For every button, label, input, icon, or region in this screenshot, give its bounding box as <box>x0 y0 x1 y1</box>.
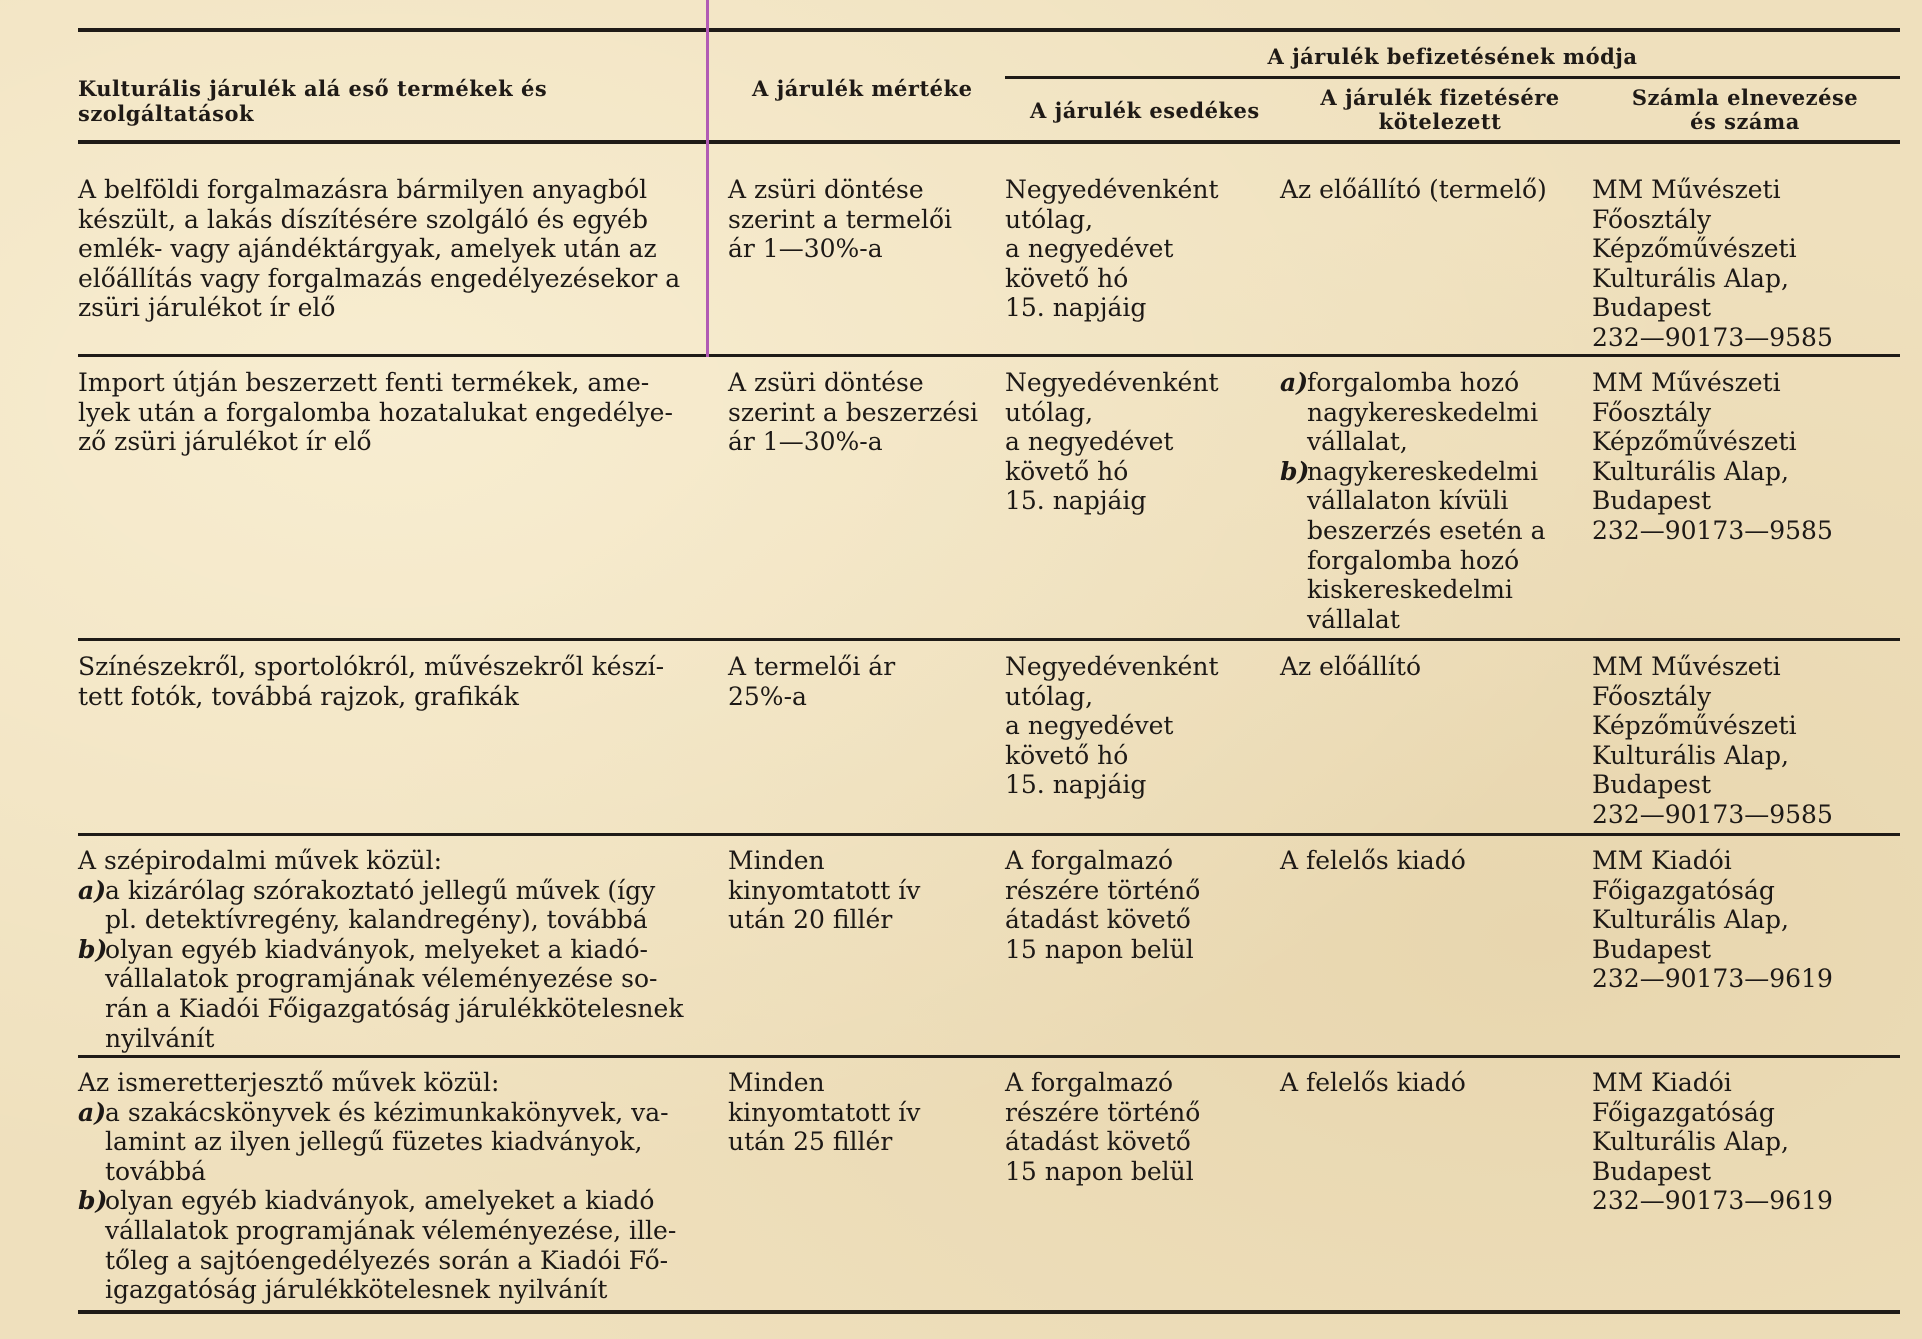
row5-due-line: 15 napon belül <box>1005 1156 1194 1186</box>
row1-product <box>78 175 695 323</box>
row2-due-line: követő hó <box>1005 456 1129 486</box>
row2-due-line: a negyedévet <box>1005 427 1174 457</box>
row5-due <box>1005 1068 1275 1186</box>
row-divider-3 <box>78 833 1900 836</box>
row3-due-line: Negyedévenként <box>1005 652 1219 681</box>
row5-rate-line: Minden <box>728 1068 825 1097</box>
row3-account-line: MM Művészeti <box>1592 652 1781 681</box>
row5-product-a-line: lamint az ilyen jellegű füzetes kiadványok, <box>105 1127 643 1157</box>
row5-product-b-line: olyan egyéb kiadványok, amelyeket a kiadó <box>105 1186 655 1216</box>
row1-account <box>1592 175 1892 353</box>
row1-rate-line: szerint a termelői <box>728 204 953 234</box>
row5-rate-line: kinyomtatott ív <box>728 1097 921 1127</box>
row2-product-line: ző zsüri járulékot ír elő <box>78 427 372 457</box>
row5-due-line: A forgalmazó <box>1005 1068 1173 1097</box>
row4-due-line: 15 napon belül <box>1005 934 1194 964</box>
row5-product-b-line: tőleg a sajtóengedélyezés során a Kiadói Fő- <box>105 1245 669 1275</box>
row4-due <box>1005 846 1275 964</box>
row1-payer <box>1280 175 1580 205</box>
row2-rate-line: ár 1—30%-a <box>728 427 883 457</box>
row2-due-line: 15. napjáig <box>1005 486 1147 516</box>
row3-account-line: Kulturális Alap, <box>1592 740 1789 770</box>
row2-payer <box>1280 368 1585 634</box>
group-header-rule <box>1005 76 1900 79</box>
row5-product-a-line: a szakácskönyvek és kézimunkakönyvek, va- <box>105 1097 669 1127</box>
row4-account-line: Kulturális Alap, <box>1592 905 1789 935</box>
row5-account-line: 232—90173—9619 <box>1592 1186 1833 1216</box>
row5-product <box>78 1068 695 1305</box>
header-due: A járulék esedékes <box>1030 98 1260 123</box>
row3-due-line: 15. napjáig <box>1005 770 1147 800</box>
top-rule <box>78 28 1900 32</box>
row4-product <box>78 846 695 1053</box>
header-bottom-rule <box>78 140 1900 144</box>
row3-account-line: Főosztály <box>1592 681 1712 711</box>
row1-account-line: MM Művészeti <box>1592 175 1781 204</box>
row5-product-item-b <box>78 1186 695 1304</box>
row2-account-line: Budapest <box>1592 486 1712 516</box>
row3-due-line: a negyedévet <box>1005 711 1174 741</box>
item-label-a: a) <box>78 875 107 905</box>
row2-payer-item-b <box>1280 457 1585 635</box>
margin-line <box>706 0 709 357</box>
row4-product-b-line: olyan egyéb kiadványok, melyeket a kiadó- <box>105 934 648 964</box>
row4-product-b-line: rán a Kiadói Főigazgatóság járulékkötelesnek <box>105 993 684 1023</box>
header-rate: A járulék mértéke <box>752 76 973 101</box>
row1-due-line: a negyedévet <box>1005 234 1174 264</box>
row4-account <box>1592 846 1892 994</box>
row4-account-line: Budapest <box>1592 934 1712 964</box>
row1-product-line: zsüri járulékot ír elő <box>78 293 336 323</box>
row5-due-line: átadást követő <box>1005 1127 1191 1157</box>
header-account <box>1595 86 1895 134</box>
row3-product-line: tett fotók, továbbá rajzok, grafikák <box>78 681 519 711</box>
row2-due <box>1005 368 1275 516</box>
row4-product-item-a <box>78 876 695 935</box>
row1-account-line: Kulturális Alap, <box>1592 263 1789 293</box>
row2-account-line: MM Művészeti <box>1592 368 1781 397</box>
item-label-b: b) <box>1280 456 1310 486</box>
row-divider-4 <box>78 1055 1900 1058</box>
header-payer <box>1290 86 1590 134</box>
item-label-b: b) <box>78 1186 108 1216</box>
row2-product-line: lyek után a forgalomba hozatalukat engedélye- <box>78 397 673 427</box>
row5-payer <box>1280 1068 1580 1098</box>
row2-payer-b-line: forgalomba hozó <box>1307 545 1520 575</box>
row2-payer-b-line: vállalat <box>1307 604 1400 634</box>
header-payer-line1: A járulék fizetésére <box>1320 85 1560 110</box>
row2-payer-b-line: kiskereskedelmi <box>1307 575 1513 605</box>
row2-rate-line: szerint a beszerzési <box>728 397 979 427</box>
row3-payer <box>1280 652 1580 682</box>
row5-product-intro: Az ismeretterjesztő művek közül: <box>78 1068 500 1097</box>
row1-payer-line: Az előállító (termelő) <box>1280 175 1547 204</box>
row1-account-line: 232—90173—9585 <box>1592 322 1833 352</box>
row4-account-line: 232—90173—9619 <box>1592 964 1833 994</box>
row2-account-line: 232—90173—9585 <box>1592 515 1833 545</box>
row5-due-line: részére történő <box>1005 1097 1201 1127</box>
item-label-a: a) <box>78 1097 107 1127</box>
row2-due-line: utólag, <box>1005 397 1094 427</box>
row3-rate-line: A termelői ár <box>728 652 896 681</box>
row4-product-a-line: a kizárólag szórakoztató jellegű művek (így <box>105 875 656 905</box>
header-payment-method: A járulék befizetésének módja <box>1267 44 1638 69</box>
row4-account-line: MM Kiadói <box>1592 846 1732 875</box>
row3-account <box>1592 652 1892 830</box>
row2-payer-a-line: nagykereskedelmi <box>1307 397 1539 427</box>
row3-due-line: utólag, <box>1005 681 1094 711</box>
row4-rate-line: után 20 fillér <box>728 905 893 935</box>
row2-account-line: Kulturális Alap, <box>1592 456 1789 486</box>
row1-rate-line: A zsüri döntése <box>728 175 924 204</box>
row4-product-a-line: pl. detektívregény, kalandregény), továbbá <box>105 905 648 935</box>
row3-rate-line: 25%-a <box>728 681 807 711</box>
row3-account-line: Budapest <box>1592 770 1712 800</box>
row4-rate <box>728 846 998 935</box>
row1-product-line: készült, a lakás díszítésére szolgáló és egyéb <box>78 204 648 234</box>
row3-product-line: Színészekről, sportolókról, művészekről készí- <box>78 652 665 681</box>
row1-account-line: Képzőművészeti <box>1592 234 1797 264</box>
row4-product-item-b <box>78 935 695 1053</box>
row3-account-line: Képzőművészeti <box>1592 711 1797 741</box>
row3-due-line: követő hó <box>1005 740 1129 770</box>
header-account-line1: Számla elnevezése <box>1631 85 1859 110</box>
row2-payer-item-a <box>1280 368 1585 457</box>
table-bottom-rule <box>78 1310 1900 1314</box>
row4-product-b-line: vállalatok programjának véleményezése so- <box>105 964 658 994</box>
row2-account-line: Főosztály <box>1592 397 1712 427</box>
row2-payer-b-line: vállalaton kívüli <box>1307 486 1509 516</box>
row4-product-intro: A szépirodalmi művek közül: <box>78 846 443 875</box>
row2-product-line: Import útján beszerzett fenti termékek, ame- <box>78 368 650 397</box>
header-products: Kulturális járulék alá eső termékek és szolgáltatások <box>78 76 548 126</box>
row5-payer-line: A felelős kiadó <box>1280 1068 1466 1097</box>
row2-product <box>78 368 695 457</box>
row4-product-b-line: nyilvánít <box>105 1023 215 1053</box>
row1-due <box>1005 175 1275 323</box>
row2-account <box>1592 368 1892 546</box>
row4-due-line: részére történő <box>1005 875 1201 905</box>
row5-account-line: MM Kiadói <box>1592 1068 1732 1097</box>
row5-account-line: Kulturális Alap, <box>1592 1127 1789 1157</box>
row4-rate-line: Minden <box>728 846 825 875</box>
row5-rate-line: után 25 fillér <box>728 1127 893 1157</box>
row4-payer-line: A felelős kiadó <box>1280 846 1466 875</box>
row1-product-line: A belföldi forgalmazásra bármilyen anyagból <box>78 175 648 204</box>
row3-product <box>78 652 695 711</box>
row4-account-line: Főigazgatóság <box>1592 875 1775 905</box>
row3-payer-line: Az előállító <box>1280 652 1422 681</box>
row4-rate-line: kinyomtatott ív <box>728 875 921 905</box>
row2-rate-line: A zsüri döntése <box>728 368 924 397</box>
row1-due-line: 15. napjáig <box>1005 293 1147 323</box>
row3-account-line: 232—90173—9585 <box>1592 799 1833 829</box>
row5-rate <box>728 1068 998 1157</box>
row-divider-2 <box>78 638 1900 641</box>
row2-account-line: Képzőművészeti <box>1592 427 1797 457</box>
row1-due-line: utólag, <box>1005 204 1094 234</box>
row5-product-item-a <box>78 1098 695 1187</box>
header-payer-line2: kötelezett <box>1378 109 1502 134</box>
row2-payer-a-line: vállalat, <box>1307 427 1408 457</box>
row2-payer-b-line: nagykereskedelmi <box>1307 456 1539 486</box>
row5-account-line: Budapest <box>1592 1156 1712 1186</box>
row5-account <box>1592 1068 1892 1216</box>
row2-payer-a-line: forgalomba hozó <box>1307 368 1520 397</box>
row1-account-line: Főosztály <box>1592 204 1712 234</box>
item-label-b: b) <box>78 934 108 964</box>
row5-product-b-line: igazgatóság járulékkötelesnek nyilvánít <box>105 1275 608 1305</box>
row1-account-line: Budapest <box>1592 293 1712 323</box>
row1-rate <box>728 175 998 264</box>
row1-rate-line: ár 1—30%-a <box>728 234 883 264</box>
row4-payer <box>1280 846 1580 876</box>
row1-due-line: Negyedévenként <box>1005 175 1219 204</box>
row5-product-b-line: vállalatok programjának véleményezése, ille- <box>105 1215 677 1245</box>
item-label-a: a) <box>1280 368 1309 397</box>
row3-rate <box>728 652 998 711</box>
row5-account-line: Főigazgatóság <box>1592 1097 1775 1127</box>
row5-product-a-line: továbbá <box>105 1156 207 1186</box>
row-divider-1 <box>78 354 1900 357</box>
row2-due-line: Negyedévenként <box>1005 368 1219 397</box>
row2-payer-b-line: beszerzés esetén a <box>1307 515 1546 545</box>
row1-due-line: követő hó <box>1005 263 1129 293</box>
row2-rate <box>728 368 998 457</box>
row1-product-line: előállítás vagy forgalmazás engedélyezésekor a <box>78 263 681 293</box>
header-account-line2: és száma <box>1690 109 1800 134</box>
row1-product-line: emlék- vagy ajándéktárgyak, amelyek után az <box>78 234 657 264</box>
row4-due-line: átadást követő <box>1005 905 1191 935</box>
row3-due <box>1005 652 1275 800</box>
row4-due-line: A forgalmazó <box>1005 846 1173 875</box>
